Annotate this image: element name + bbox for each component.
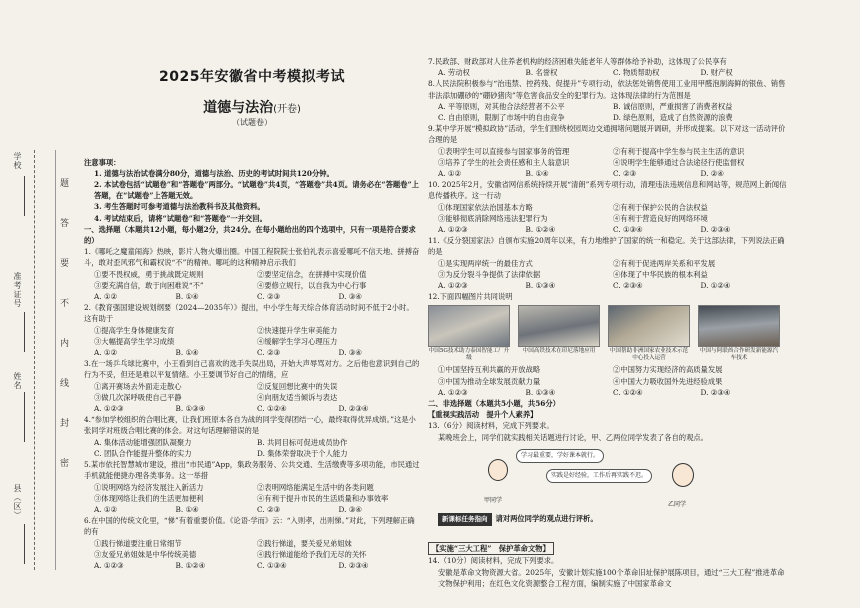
option-row: [84, 448, 420, 459]
answer-choice: B. ①④: [175, 348, 199, 358]
option: D. 绿色原则，造成了自然资源的浪费: [613, 113, 733, 123]
answer-choice: C. ②③④: [613, 281, 643, 291]
option-row: [428, 202, 788, 213]
seal-mark: 密: [60, 459, 70, 469]
county-field-line: [24, 524, 25, 564]
question-stem: 7.民政部、财政部对人住养老机构的经济困难失能老年人等群体给予补助，这体现了公民享有: [428, 57, 727, 66]
photo-figure: [518, 305, 600, 362]
question-stem: 5.某市依托智慧城市建设，推出“市民通”App，集政务服务、公共交通、生活缴费等多项功能，市民通过手机就能便捷办理各类事务。这一举措: [84, 460, 420, 481]
answer-choice: D. ②③④: [338, 404, 369, 414]
option: ③体现网络让我们的生活更加便利: [94, 493, 204, 503]
subject-name: 道德与法治: [203, 100, 274, 117]
question-stem: 9.某中学开展“模拟政协”活动，学生们围绕校园周边交通拥堵问题展开调研，并形成提案。以下对这一活动评价合理的是: [428, 124, 786, 145]
answer-choice: C. ①②④: [613, 387, 643, 397]
answer-row: [84, 291, 420, 302]
subject-suffix: (开卷): [273, 104, 301, 116]
answer-row: [428, 67, 788, 78]
paper-type: （试题卷）: [232, 118, 272, 128]
answer-choice: A. ①②③: [94, 404, 124, 414]
question-stem: 11.《反分裂国家法》自颁布实施20周年以来，有力地维护了国家的统一和稳定。关于这部法律，下列说法正确的是: [428, 236, 785, 257]
option-row: [428, 101, 788, 112]
name-label: 姓名: [13, 372, 22, 390]
left-column: [84, 69, 420, 571]
option: ②践行悌道，要关爱兄弟姐妹: [257, 538, 352, 548]
seal-mark: 答: [60, 219, 70, 229]
option: ②中国努力实现经济的高质量发展: [613, 365, 723, 375]
county-label: 县（区）: [13, 484, 22, 520]
answer-row: [428, 280, 788, 291]
question-stem: 2.《教育强国建设规划纲要（2024—2035年）》提出，中小学生每天综合体育活动时间不低于2小时。这有助于: [84, 303, 414, 324]
subsection-heading: 【实施“三大工程” 保护革命文物】: [428, 542, 554, 555]
answer-choice: D. ②④: [700, 169, 724, 179]
option: ④体现了中华民族的根本利益: [613, 269, 708, 279]
option-row: [84, 493, 420, 504]
option: ④要修立规行，以自我为中心行事: [257, 280, 367, 290]
answer-choice: B. ①④: [175, 292, 199, 302]
option: ④缓解学生学习心理压力: [257, 336, 338, 346]
question-stem: 12.下面四幅图片共同说明: [428, 292, 513, 302]
student-b-label: 乙同学: [668, 500, 687, 508]
answer-row: [84, 560, 420, 571]
option-row: [84, 392, 420, 403]
student-b-figure: [672, 463, 694, 487]
option: ④向朋友适当倾诉与表达: [257, 392, 338, 402]
option-row: [84, 269, 420, 280]
photo-caption: 中国与阿联酋合作研发新能源汽车技术: [699, 348, 779, 362]
option-row: [428, 157, 788, 168]
answer-row: [428, 224, 788, 235]
photo-row: [428, 305, 788, 362]
seal-mark: 题: [60, 179, 70, 189]
answer-choice: A. ①②: [94, 348, 117, 358]
option: ①说明网络为经济发展注入新活力: [94, 482, 204, 492]
photo-figure: [428, 305, 510, 362]
answer-choice: B. 名誉权: [525, 68, 558, 78]
option: D. 集体荣誉取决于个人能力: [257, 448, 348, 458]
section-heading: 二、非选择题（本题共5小题，共56分）: [428, 399, 560, 409]
answer-choice: C. ①②④: [257, 404, 287, 414]
seal-mark: 内: [60, 339, 70, 349]
option: ④说明学生能够通过合法途径行使监督权: [613, 157, 745, 167]
answer-choice: C. ②③: [257, 504, 281, 514]
option-row: [84, 437, 420, 448]
answer-choice: D. ②③④: [338, 560, 369, 570]
answer-choice: A. ①②③: [94, 560, 124, 570]
cartoon-illustration: [428, 445, 788, 511]
seal-dashed-line: [34, 150, 35, 570]
option-row: [428, 364, 788, 375]
answer-choice: D. 财产权: [700, 68, 733, 78]
answer-row: [428, 387, 788, 398]
option: ①表明学生可以直接参与国家事务的管理: [438, 146, 570, 156]
option: A. 集体活动能增强团队凝聚力: [94, 437, 192, 447]
option-row: [84, 381, 420, 392]
question-stem: 13.（6分）阅读材料，完成下列要求。: [428, 421, 554, 431]
question-stem: 14.（10分）阅读材料，完成下列要求。: [428, 556, 559, 566]
answer-choice: A. ①②③: [438, 225, 468, 235]
option: ③大幅提高学生学习成绩: [94, 336, 175, 346]
photo-figure: [608, 305, 690, 362]
answer-choice: A. ①②: [438, 169, 461, 179]
answer-choice: D. ③④: [338, 504, 362, 514]
answer-choice: D. ②③④: [700, 387, 731, 397]
question-stem: 6.在中国的传统文化里，“悌”有着重要价值。《论语·学而》云：“入则孝，出则悌。”对此，下列理解正确的有: [84, 516, 415, 537]
exam-no-field-line: [24, 312, 25, 352]
option: ①中国坚持互利共赢的开放战略: [438, 365, 541, 375]
option: ①要不畏权威，勇于挑战既定规则: [94, 269, 204, 279]
binding-margin: [0, 0, 74, 608]
option: ②有利于保护公民的合法权益: [613, 202, 708, 212]
question-stem: 3.在一场乒乓球比赛中，小王看到自己喜欢的选手失误出局，开始大声辱骂对方。之后他也意识到自己的行为不妥，但还是难以平复情绪。小王要调节好自己的情绪，应: [84, 359, 420, 380]
option: ③做几次深呼吸使自己平静: [94, 392, 182, 402]
photo-figure: [698, 305, 780, 362]
answer-choice: C. ②③: [257, 292, 281, 302]
note-item: 3. 考生答题时可参考道德与法治教科书及其他资料。: [94, 202, 265, 212]
option: ③要充满自信，敢于向困难说“不”: [94, 280, 204, 290]
option: ③友爱兄弟姐妹是中华传统美德: [94, 549, 197, 559]
photo-caption: 中国高铁技术在印尼落地应用: [522, 348, 596, 355]
seal-solid-line: [55, 150, 56, 570]
subsection-heading: 【重视实践活动 提升个人素养】: [428, 410, 538, 420]
option: A. 平等原则，对其他合法经营者不公平: [438, 101, 565, 111]
answer-choice: C. 物质帮助权: [613, 68, 660, 78]
material-text: 安徽是革命文物资源大省。2025年，安徽计划实施100个革命旧址保护展陈项目，通过“三大工程”推进革命文物保护利用；在红色文化资源整合工程方面，编制实施了中国家革命文: [438, 567, 785, 588]
option-row: [428, 376, 788, 387]
photo-caption: 中国5G技术助力泰国智能工厂升级: [428, 348, 510, 362]
answer-choice: D. ①②④: [700, 281, 731, 291]
option: ③为反分裂斗争提供了法律依据: [438, 269, 541, 279]
note-item: 1. 道德与法治试卷满分80分，道德与法治、历史的考试时间共120分钟。: [94, 168, 334, 178]
right-column: [428, 56, 788, 589]
option-row: [428, 213, 788, 224]
school-field-line: [24, 176, 25, 216]
option: ④有利于提升市民的生活质量和办事效率: [257, 493, 389, 503]
photo-caption: 中国帮助非洲国家农业技术示范中心投入运营: [609, 348, 689, 362]
answer-choice: A. ①②③: [438, 387, 468, 397]
question-stem: 8.人民法院积极参与“治违禁、控药残、促提升”专项行动，依法惩处销售使用工业用甲醛泡制海鲜的银鱼、销售非法添加硼砂的“硼砂猪肉”等危害食品安全的犯罪行为。这体现法律的行为范围是: [428, 79, 786, 100]
school-label: 学校: [13, 152, 22, 170]
option-row: [428, 112, 788, 123]
answer-choice: B. ①③④: [175, 404, 206, 414]
photo-image: [428, 305, 510, 347]
option: B. 共同目标可促进成员协作: [257, 437, 348, 447]
option: ①离开赛场去外面走走散心: [94, 381, 182, 391]
option: ②有利于提高中学生参与民主生活的意识: [613, 146, 745, 156]
seal-mark: 要: [60, 259, 70, 269]
student-a-label: 甲同学: [484, 496, 503, 504]
option-row: [428, 258, 788, 269]
option: ③培养了学生的社会责任感和主人翁意识: [438, 157, 570, 167]
speech-bubble-b: 实践是好经验，工作后再实践不迟。: [546, 469, 652, 483]
answer-choice: D. ②③④: [700, 225, 731, 235]
option-row: [84, 482, 420, 493]
answer-choice: B. ①③④: [525, 281, 556, 291]
answer-choice: C. ①③④: [613, 225, 643, 235]
option: ②有利于促进两岸关系和平发展: [613, 258, 716, 268]
option: ③中国为推动全球发展贡献力量: [438, 376, 541, 386]
answer-choice: B. ①③④: [525, 387, 556, 397]
option: ③能够彻底消除网络违法犯罪行为: [438, 213, 548, 223]
option-row: [428, 269, 788, 280]
answer-row: [428, 168, 788, 179]
question-stem: 10. 2025年2月，安徽省网信系统持续开展“清朗”系列专项行动，清理违法违规信息和网站等，规范网上新闻信息传播秩序。这一行动: [428, 180, 787, 201]
note-item: 4. 考试结束后，请将“试题卷”和“答题卷”一并交回。: [94, 213, 267, 223]
option: ②反复回想比赛中的失误: [257, 381, 338, 391]
option: ④践行悌道能给予我们无尽的关怀: [257, 549, 367, 559]
answer-choice: A. ①②: [94, 292, 117, 302]
option-row: [84, 336, 420, 347]
answer-choice: D. ③④: [338, 348, 362, 358]
answer-choice: B. ①②④: [525, 225, 556, 235]
answer-choice: D. ③④: [338, 292, 362, 302]
option: ②要坚定信念，在拼搏中实现价值: [257, 269, 367, 279]
option: C. 自由原则，限制了市场中的自由竞争: [438, 113, 565, 123]
answer-choice: A. ①②: [94, 504, 117, 514]
question-stem: 1.《哪吒之魔童闹海》热映，影片人物火爆出圈。中国工程院院士张伯礼表示喜爱哪吒不信天地、拼搏奋斗，敢对歪风邪气和霸权说“不”的精神。哪吒的这种精神启示我们: [84, 247, 420, 268]
section-heading: 一、选择题（本题共12小题，每小题2分，共24分。在每小题给出的四个选项中，只有一项是符合要求的）: [84, 224, 416, 246]
seal-mark: 不: [60, 299, 70, 309]
exam-title: 2025年安徽省中考模拟考试: [159, 69, 345, 85]
photo-image: [518, 305, 600, 347]
subject-title: [84, 100, 420, 117]
seal-mark: 封: [60, 419, 70, 429]
option: ①提高学生身体健康发育: [94, 325, 175, 335]
answer-row: [84, 347, 420, 358]
option-row: [428, 146, 788, 157]
answer-row: [84, 403, 420, 414]
option: C. 团队合作能提升整体的实力: [94, 448, 192, 458]
task-text: 请对两位同学的观点进行评析。: [495, 513, 598, 523]
answer-choice: A. ①②③: [438, 281, 468, 291]
notes-heading: 注意事项：: [84, 157, 121, 167]
option: ④中国大力吸收国外先进经验成果: [613, 376, 723, 386]
option: ①是实现两岸统一的最佳方式: [438, 258, 533, 268]
answer-choice: A. 劳动权: [438, 68, 470, 78]
option-row: [84, 538, 420, 549]
question-stem: 4.“参加学校组织的合唱比赛，让我们班原本各自为战的同学变得团结一心，最终取得优异成绩。”这是小张同学对班级合唱比赛的体会。对这句话理解错误的是: [84, 415, 416, 436]
exam-no-label: 准考证号: [13, 272, 22, 308]
seal-mark: 线: [60, 379, 70, 389]
option: ②快速提升学生审美能力: [257, 325, 338, 335]
answer-choice: C. ②③: [613, 169, 637, 179]
task-tag: 新课标任务指向: [438, 513, 492, 526]
answer-choice: B. ①②④: [175, 560, 206, 570]
option-row: [84, 325, 420, 336]
student-a-figure: [488, 459, 508, 481]
answer-row: [84, 504, 420, 515]
photo-image: [608, 305, 690, 347]
speech-bubble-a: 学习最重要，学好课本就行。: [516, 449, 604, 463]
option-row: [84, 549, 420, 560]
task-line: [428, 513, 788, 526]
note-item: 2. 本试卷包括“试题卷”和“答题卷”两部分。“试题卷”共4页，“答题卷”共4页。请务必在“答题卷”上答题，在“试题卷”上答题无效。: [94, 180, 419, 201]
answer-choice: C. ①③④: [257, 560, 287, 570]
option: ①践行悌道要注重日常细节: [94, 538, 182, 548]
name-field-line: [24, 392, 25, 442]
photo-image: [698, 305, 780, 347]
scene-text: 某晚班会上，同学们就实践相关话题进行讨论，甲、乙两位同学发表了各自的观点。: [438, 432, 708, 442]
option: B. 诚信原则，严重损害了消费者权益: [613, 101, 733, 111]
option: ②表明网络能满足生活中的各类问题: [257, 482, 374, 492]
option: ④有利于营造良好的网络环境: [613, 213, 708, 223]
answer-choice: C. ②③: [257, 348, 281, 358]
option: ①体现国家依法治国基本方略: [438, 202, 533, 212]
answer-choice: B. ①④: [175, 504, 199, 514]
option-row: [84, 280, 420, 291]
answer-choice: B. ①④: [525, 169, 549, 179]
